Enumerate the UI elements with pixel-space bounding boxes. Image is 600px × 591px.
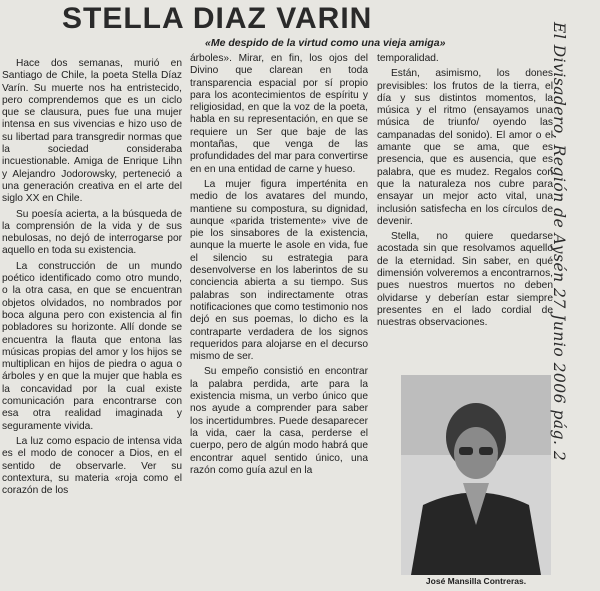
paragraph: Están, asimismo, los dones previsibles: los frutos de la tierra, el día y sus distintos momentos, la música y el ritmo (ensayamos una música de triunfo/ oyendo las campanadas del sonido). El amor o el amante que se ama, que es presencia, que es ausencia, que es palabra, que es mudez. Regalos con que la naturaleza nos cubre para ensayar un mejor acto vital, una inclusión satisfecha en los círculos de devenir. bbox=[377, 68, 553, 227]
article-title: STELLA DIAZ VARIN bbox=[62, 2, 373, 35]
paragraph: Su empeño consistió en encontrar la palabra perdida, arte para la existencia misma, un verbo único que nos ayude a comprender para saber los incertidumbres. Puede desaparecer la vida, caer la casa, perderse el cuerpo, pero de algún modo habrá que encontrar aquel sentido único, una razón como guía azul en la bbox=[190, 366, 368, 476]
paragraph: temporalidad. bbox=[377, 53, 439, 64]
paragraph: La construcción de un mundo poético identificado como otro mundo, o la otra casa, en que se encuentran objetos olvidados, no nombrados por boca alguna pero con existencia al fin pobladores su horizonte. Allí donde se encuentra la flauta que entona las músicas propias del amor y los hijos se multiplican en hijos de piedra o agua o árboles y en que la mujer que habla es la concavidad por la cual existe comunicación para encontrarse con esa otra realidad imaginada y seguramente vivida. bbox=[2, 260, 182, 432]
paragraph: La luz como espacio de intensa vida es el modo de conocer a Dios, en el sentido de observarle. Ver su contextura, su materia «roja como el corazón de los bbox=[2, 435, 182, 497]
article-column-3 bbox=[377, 53, 553, 375]
paragraph: Hace dos semanas, murió en Santiago de Chile, la poeta Stella Díaz Varín. Su muerte nos ha entristecido, pero comprendemos que es un ciclo que se clausura, pues fue una mujer intensa en sus vivencias e hizo uso de su libertad para transgredir normas que la sociedad consideraba incuestionable. Amiga de Enrique Lihn y Alejandro Jodorowsky, perteneció a una generación creativa en el arte del siglo XX en Chile. bbox=[2, 58, 182, 205]
article-column-1 bbox=[2, 58, 182, 591]
author-photo bbox=[401, 375, 551, 575]
paragraph: árboles». Mirar, en fin, los ojos del Divino que clarean en toda transparencia espacial por sí propio para los acontecimientos de espíritu y religiosidad, en que la voz de la poeta, habla en su representación, en que se requiere un Ser que baje de las montañas, que venga de las profundidades del mar para convertirse en en una entidad de carne y hueso. bbox=[190, 53, 368, 175]
handwritten-source-note: El Divisadero, Región de Aysén 27 Junio 2006 pág. 2 bbox=[550, 22, 568, 462]
paragraph: Stella, no quiere quedarse acostada sin que resolvamos aquello de la eternidad. Sin saber, en qué dimensión volveremos a encontrarnos, pues nuestros muertos no deben olvidarse y deberían estar siempre presentes en el lado cordial de nuestras observaciones. bbox=[377, 231, 553, 329]
article-subtitle: «Me despido de la virtud como una vieja amiga» bbox=[205, 37, 446, 49]
photo-caption: José Mansilla Contreras. bbox=[425, 576, 527, 586]
portrait-image bbox=[401, 375, 551, 575]
article-column-2 bbox=[190, 53, 368, 591]
paragraph: La mujer figura imperténita en medio de los avatares del mundo, mantiene su compostura, su dignidad, aunque «parida tristemente» vive de pie los sinsabores de la existencia, aunque la muerte le asole en vida, fue el silencio su estrategia para desenvolverse en los laberintos de su conciencia abierta a su tiempo. Sus palabras son indirectamente otras notificaciones que como testimonio nos dejó en sus poemas, lo dicho es la contraparte verdadera de los signos requeridos para alojarse en el decurso mismo de ser. bbox=[190, 178, 368, 363]
paragraph: Su poesía acierta, a la búsqueda de la comprensión de la vida y de sus nebulosas, no dejó de interrogarse por aquello en toda su existencia. bbox=[2, 208, 182, 257]
